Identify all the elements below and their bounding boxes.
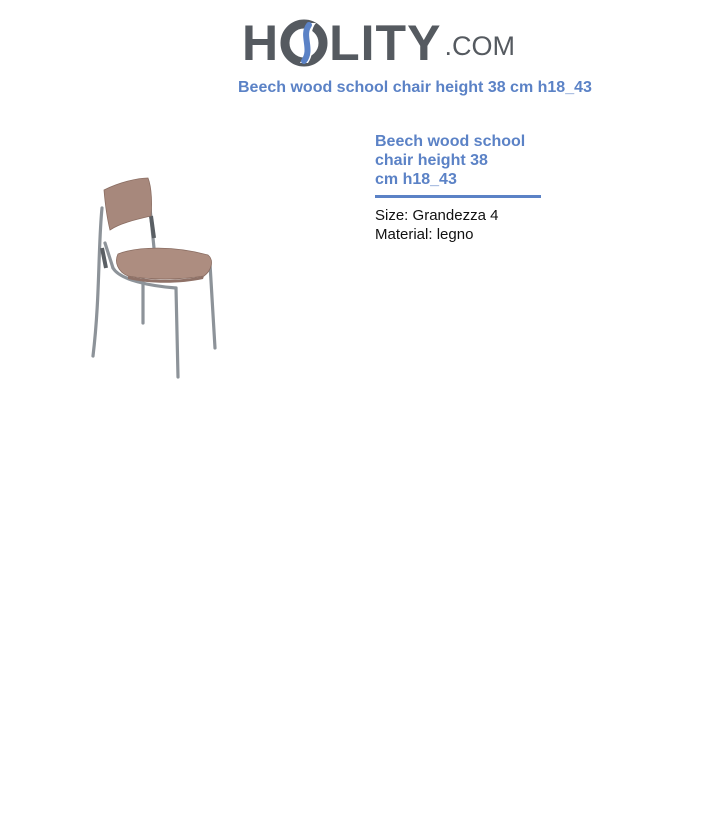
spec-value: Grandezza 4 — [412, 207, 499, 224]
product-title-line: Beech wood school — [375, 133, 526, 150]
product-title — [375, 132, 535, 189]
product-title-line: cm h18_43 — [375, 171, 457, 188]
product-specs — [375, 206, 541, 244]
page-title: Beech wood school chair height 38 cm h18_43 — [238, 79, 592, 96]
product-image — [80, 168, 230, 383]
product-title-line: chair height 38 — [375, 152, 488, 169]
spec-label: Material: — [375, 226, 433, 243]
site-logo[interactable] — [242, 10, 515, 71]
spec-size — [375, 206, 541, 225]
logo-wordmark — [242, 15, 442, 71]
logo-text-h: H — [242, 15, 280, 71]
spec-value: legno — [436, 226, 474, 243]
product-details — [375, 132, 541, 244]
title-divider — [375, 195, 541, 198]
school-chair-image — [80, 168, 230, 383]
logo-suffix: .COM — [444, 31, 515, 61]
spec-material — [375, 225, 541, 244]
spec-label: Size: — [375, 207, 409, 224]
logo-o-mark-icon — [280, 19, 328, 67]
logo-text-lity: LITY — [329, 15, 442, 71]
